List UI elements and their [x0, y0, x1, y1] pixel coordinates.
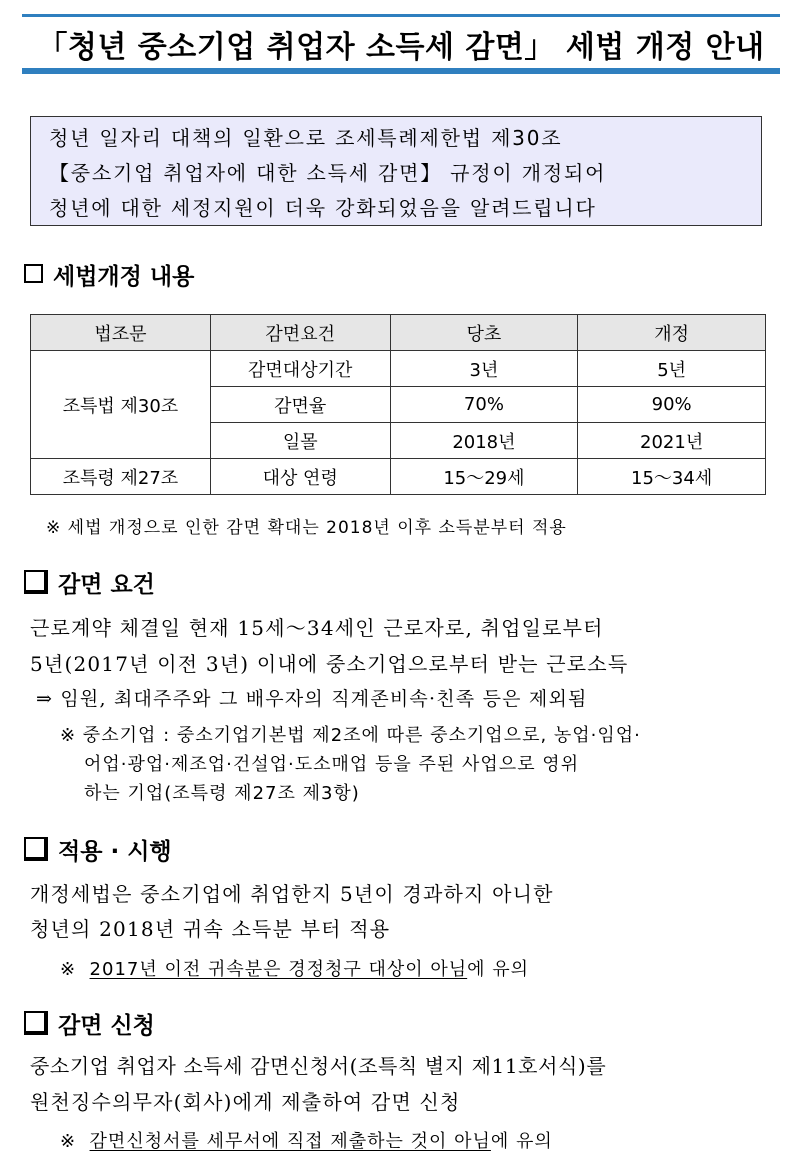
sme-footnote-line: ※ 중소기업 : 중소기업기본법 제2조에 따른 중소기업으로, 농업·임업·	[60, 725, 641, 746]
req-cell: 일몰	[210, 423, 390, 459]
before-cell: 70%	[390, 387, 578, 423]
col-header: 당초	[390, 315, 578, 351]
col-header: 개정	[578, 315, 766, 351]
intro-line: 【중소기업 취업자에 대한 소득세 감면】 규정이 개정되어	[49, 161, 607, 185]
shadow-square-icon	[24, 837, 48, 861]
before-cell: 3년	[390, 351, 578, 387]
before-cell: 15～29세	[390, 459, 578, 495]
section-heading-requirements: 감면 요건	[24, 566, 155, 599]
col-header: 감면요건	[210, 315, 390, 351]
law-cell: 조특법 제30조	[31, 351, 211, 459]
application-line: 개정세법은 중소기업에 취업한지 5년이 경과하지 아니한	[30, 882, 554, 906]
after-cell: 15～34세	[578, 459, 766, 495]
after-cell: 5년	[578, 351, 766, 387]
amendment-note: ※ 세법 개정으로 인한 감면 확대는 2018년 이후 소득분부터 적용	[46, 518, 567, 538]
req-cell: 감면대상기간	[210, 351, 390, 387]
after-cell: 90%	[578, 387, 766, 423]
claim-line: 중소기업 취업자 소득세 감면신청서(조특칙 별지 제11호서식)를	[30, 1054, 607, 1078]
req-cell: 대상 연령	[210, 459, 390, 495]
claim-note-emphasis: 감면신청서를 세무서에 직접 제출하는 것이 아님	[89, 1131, 491, 1152]
section-heading-application: 적용 · 시행	[24, 833, 172, 866]
req-cell: 감면율	[210, 387, 390, 423]
page-title: 「청년 중소기업 취업자 소득세 감면」 세법 개정 안내	[37, 30, 765, 65]
section-heading-amendment: 세법개정 내용	[24, 258, 194, 291]
intro-box	[30, 116, 762, 226]
title-rule-bottom	[22, 68, 780, 74]
title-rule-top	[22, 14, 780, 17]
sme-footnote-line: 어업·광업·제조업·건설업·도소매업 등을 주된 사업으로 영위	[84, 754, 580, 775]
requirements-line: 5년(2017년 이전 3년) 이내에 중소기업으로부터 받는 근로소득	[30, 652, 629, 676]
after-cell: 2021년	[578, 423, 766, 459]
sme-footnote-line: 하는 기업(조특령 제27조 제3항)	[84, 783, 360, 804]
claim-line: 원천징수의무자(회사)에게 제출하여 감면 신청	[30, 1090, 461, 1114]
claim-note: ※ 감면신청서를 세무서에 직접 제출하는 것이 아님에 유의	[60, 1131, 553, 1152]
application-note: ※ 2017년 이전 귀속분은 경정청구 대상이 아님에 유의	[60, 959, 530, 980]
shadow-square-icon	[24, 1011, 48, 1035]
intro-line: 청년 일자리 대책의 일환으로 조세특례제한법 제30조	[49, 126, 563, 150]
law-cell: 조특령 제27조	[31, 459, 211, 495]
checkbox-square-icon	[24, 264, 43, 283]
requirements-line: 근로계약 체결일 현재 15세～34세인 근로자로, 취업일로부터	[30, 616, 604, 640]
table-row	[31, 351, 766, 387]
before-cell: 2018년	[390, 423, 578, 459]
application-line: 청년의 2018년 귀속 소득분 부터 적용	[30, 917, 391, 941]
table-row	[31, 459, 766, 495]
application-note-emphasis: 2017년 이전 귀속분은 경정청구 대상이 아님	[89, 959, 468, 980]
exclusion-line: ⇒ 임원, 최대주주와 그 배우자의 직계존비속·친족 등은 제외됨	[36, 688, 588, 710]
table-header-row	[31, 315, 766, 351]
shadow-square-icon	[24, 570, 48, 594]
section-heading-claim: 감면 신청	[24, 1007, 155, 1040]
col-header: 법조문	[31, 315, 211, 351]
intro-line: 청년에 대한 세정지원이 더욱 강화되었음을 알려드립니다	[49, 196, 597, 220]
amendment-table	[30, 314, 766, 495]
